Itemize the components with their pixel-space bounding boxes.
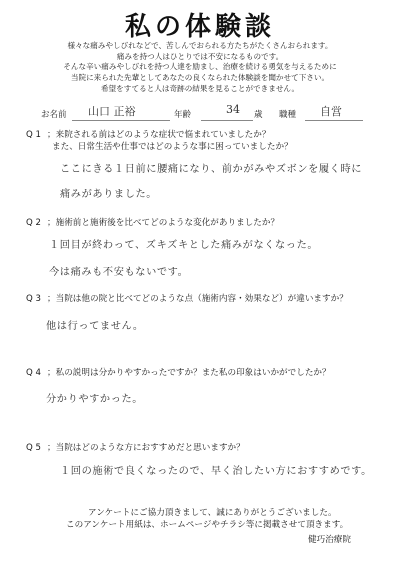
footer-notice: このアンケート用紙は、ホームページやチラシ等に掲載させて頂きます。 xyxy=(66,520,349,530)
question-number: Q 5 xyxy=(26,443,41,453)
age-label: 年齢 xyxy=(174,110,192,120)
question-text: また、日常生活や仕事ではどのような事に困っていましたか？ xyxy=(52,142,293,152)
answer-text: 分かりやすかった。 xyxy=(46,394,144,405)
intro-line: 様々な痛みやしびれなどで、苦しんでおられる方たちがたくさんおられます。 xyxy=(67,41,333,50)
answer-text: 今は痛みも不安もないです。 xyxy=(49,267,189,278)
footer-thanks: アンケートにご協力頂きまして、誠にありがとうございました。 xyxy=(88,508,337,518)
intro-text xyxy=(0,41,400,95)
intro-line: 希望をすてると人は奇跡の結果を見ることができません。 xyxy=(100,83,300,93)
age-unit: 歳 xyxy=(254,110,263,120)
age-underline xyxy=(201,120,253,121)
answer-text: 他は行ってません。 xyxy=(46,321,144,332)
job-value: 自営 xyxy=(320,105,342,118)
question-text: ；私の説明は分かりやすかったですか？また私の印象はいかがでしたか？ xyxy=(47,368,331,378)
question-number: Q 1 xyxy=(26,130,41,140)
answer-text: １回の施術で良くなったので、早く治したい方におすすめです。 xyxy=(60,466,372,477)
question-number: Q 4 xyxy=(26,368,41,378)
answer-text: １回目が終わって、ズキズキとした痛みがなくなった。 xyxy=(49,240,319,251)
answer-text: 痛みがありました。 xyxy=(60,189,158,200)
question-text: ；当院はどのような方におすすめだと思いますか？ xyxy=(47,443,245,453)
question-text: ；施術前と施術後を比べてどのような変化がありましたか？ xyxy=(47,218,280,228)
name-value: 山口 正裕 xyxy=(88,105,136,118)
job-label: 職種 xyxy=(279,110,297,120)
answer-text: ここにきる１日前に腰痛になり、前かがみやズボンを履く時に xyxy=(60,164,363,175)
document-title: 私の体験談 xyxy=(124,12,275,42)
name-label: お名前 xyxy=(41,110,67,120)
question-number: Q 2 xyxy=(26,218,41,228)
age-value: 34 xyxy=(226,103,240,116)
question-text: ；来院される前はどのような症状で悩まれていましたか？ xyxy=(47,130,271,140)
job-underline xyxy=(305,120,363,121)
question-number: Q 3 xyxy=(26,294,41,304)
intro-line: そんな辛い痛みやしびれを持つ人達を励まし、治療を続ける勇気を与えるために xyxy=(63,62,337,72)
name-underline xyxy=(72,120,170,121)
intro-line: 痛みを持つ人はひとりでは不安になるものです。 xyxy=(116,51,284,61)
intro-line: 当院に来られた先輩としてあなたの良くなられた体験談を聞かせて下さい。 xyxy=(70,73,330,83)
clinic-name: 健巧治療院 xyxy=(308,535,351,545)
question-text: ；当院は他の院と比べてどのような点（施術内容・効果など）が違いますか？ xyxy=(47,294,348,304)
